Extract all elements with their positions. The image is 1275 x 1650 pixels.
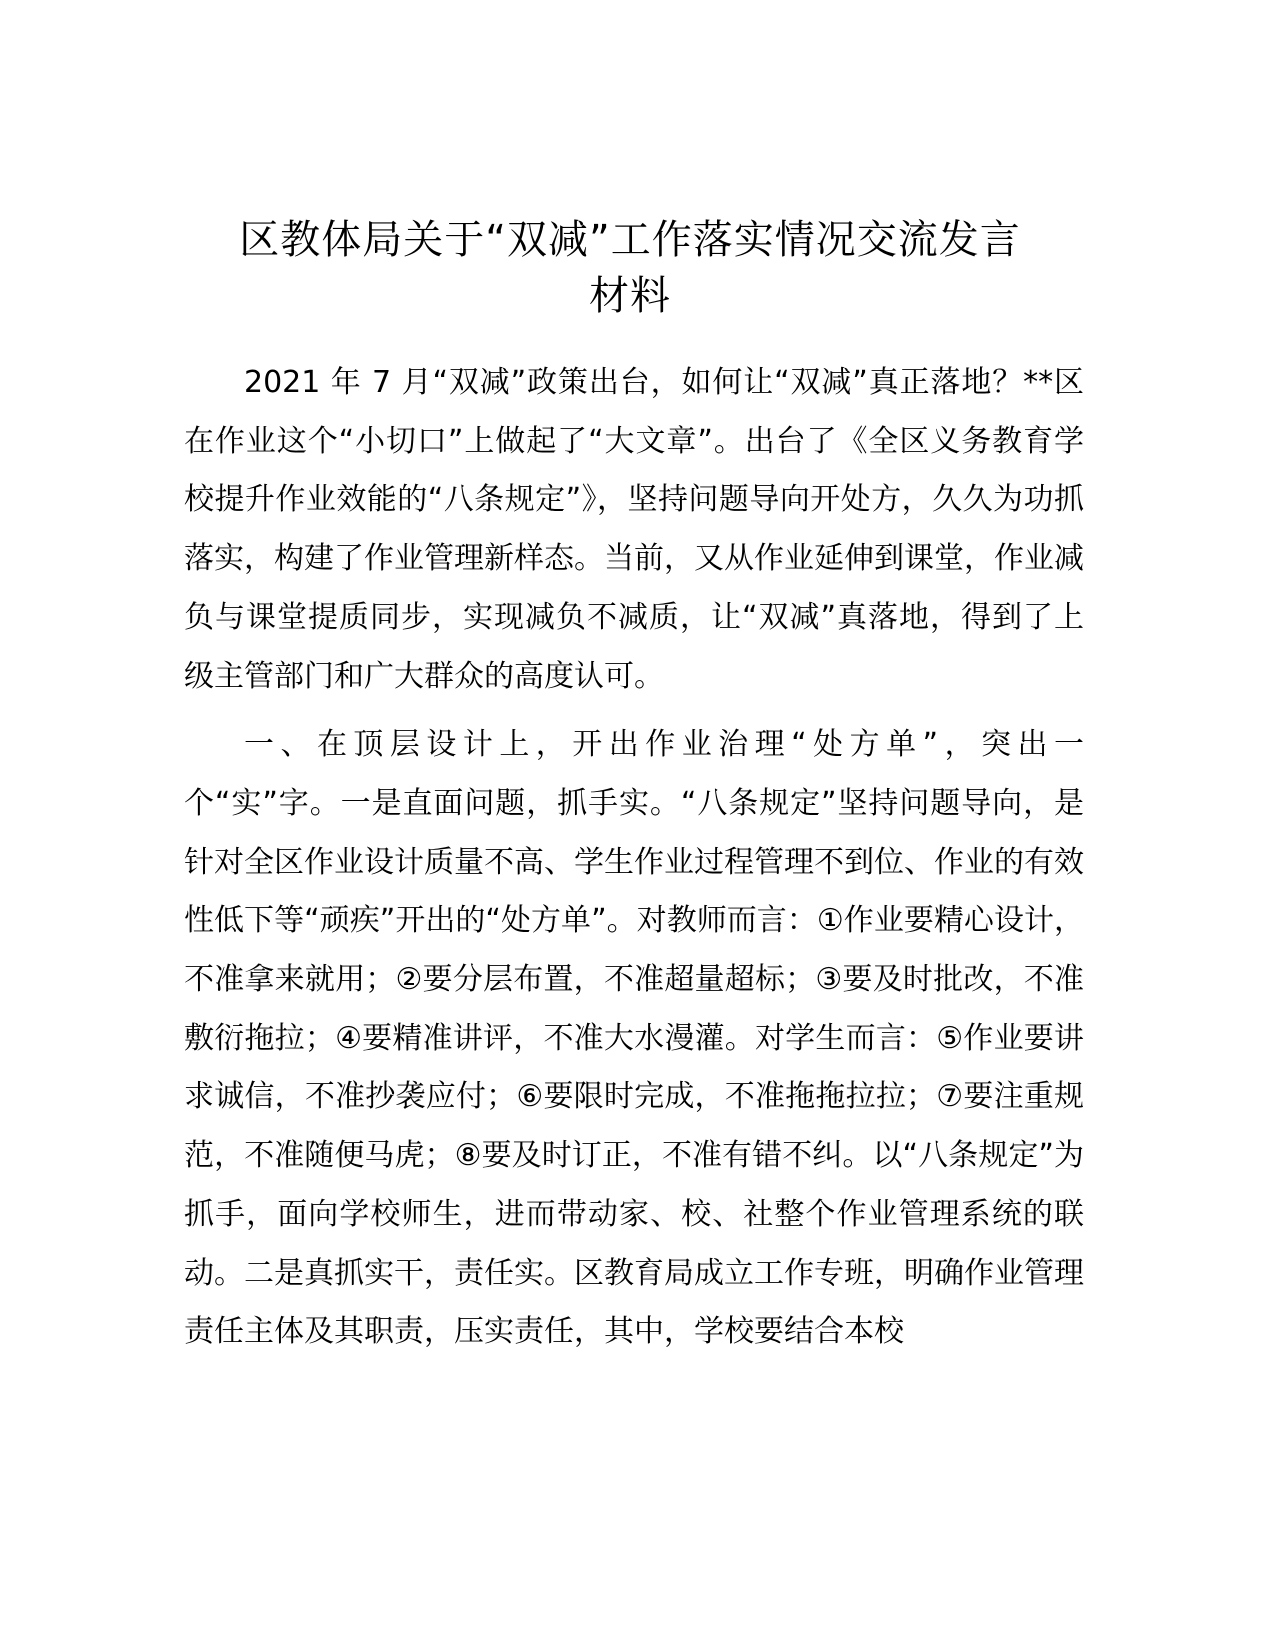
paragraph-section-1: 一、在顶层设计上，开出作业治理“处方单”，突出一个“实”字。一是直面问题，抓手实。“八条规定”坚持问题导向，是针对全区作业设计质量不高、学生作业过程管理不到位、作业的有效性低下等“顽疾”开出的“处方单”。对教师而言：①作业要精心设计，不准拿来就用；②要分层布置，不准超量超标；③要及时批改，不准敷衍拖拉；④要精准讲评，不准大水漫灌。对学生而言：⑤作业要讲求诚信，不准抄袭应付；⑥要限时完成，不准拖拖拉拉；⑦要注重规范，不准随便马虎；⑧要及时订正，不准有错不纠。以“八条规定”为抓手，面向学校师生，进而带动家、校、社整个作业管理系统的联动。二是真抓实干，责任实。区教育局成立工作专班，明确作业管理责任主体及其职责，压实责任，其中，学校要结合本校	[184, 727, 1084, 1350]
title-line-1: 区教体局关于“双减”工作落实情况交流发言	[239, 217, 1021, 263]
document-title	[180, 212, 1080, 324]
document-body	[184, 354, 1084, 1362]
paragraph-intro: 2021 年 7 月“双减”政策出台，如何让“双减”真正落地？**区在作业这个“小切口”上做起了“大文章”。出台了《全区义务教育学校提升作业效能的“八条规定”》，坚持问题导向开处方，久久为功抓落实，构建了作业管理新样态。当前，又从作业延伸到课堂，作业减负与课堂提质同步，实现减负不减质，让“双减”真落地，得到了上级主管部门和广大群众的高度认可。	[184, 365, 1084, 694]
title-line-2: 材料	[589, 273, 671, 319]
